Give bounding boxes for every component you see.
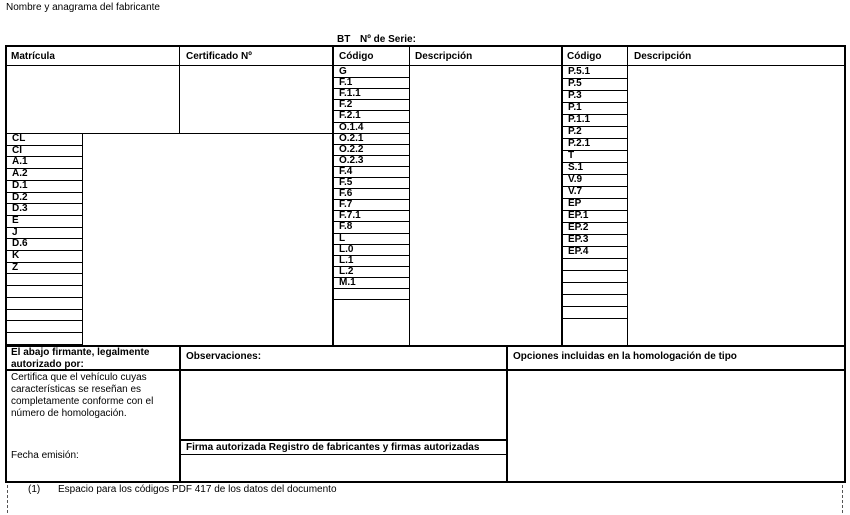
code-cell: F.6 [339, 188, 353, 200]
bt-label: BT [337, 34, 351, 45]
code-cell: P.1 [568, 102, 582, 113]
code-cell: F.4 [339, 165, 353, 177]
left-codes-top-line [5, 133, 333, 134]
code-cell: K [12, 250, 20, 261]
code-cell: F.8 [339, 221, 353, 233]
code-cell: M.1 [339, 276, 356, 288]
header-descripcion-2: Descripción [634, 51, 692, 62]
footnote-number: (1) [28, 484, 41, 495]
code-cell: P.2.1 [568, 138, 591, 149]
code-cell: G [339, 66, 347, 77]
row-line [562, 258, 628, 259]
code-cell: P.3 [568, 90, 582, 101]
code-cell: F.5 [339, 177, 353, 188]
serial-number-label: Nº de Serie: [360, 34, 416, 45]
code-cell: EP.3 [568, 234, 589, 245]
signer-title: El abajo firmante, legalmente autorizado por: [11, 347, 150, 370]
code-cell: P.1.1 [568, 114, 591, 125]
code-cell: A.1 [12, 156, 28, 168]
code-cell: P.5.1 [568, 66, 591, 77]
col-divider-descripcion1 [409, 45, 410, 347]
col-divider-certificado [179, 45, 180, 134]
signature-box-top [179, 439, 508, 441]
code-cell: V.7 [568, 186, 583, 197]
code-cell: T [568, 150, 575, 161]
code-cell: E [12, 214, 19, 226]
code-cell: F.2 [339, 99, 353, 111]
row-line [5, 320, 83, 321]
code-cell: L [339, 232, 346, 244]
row-line [5, 297, 83, 298]
code-cell: D.6 [12, 238, 28, 250]
header-codigo-1: Código [339, 51, 374, 62]
header-certificado: Certificado Nº [186, 51, 252, 62]
code-cell: P.5 [568, 78, 582, 89]
code-cell: L.1 [339, 254, 354, 266]
header-row-divider [5, 65, 846, 66]
code-cell: L.0 [339, 243, 354, 255]
signer-col-divider [179, 345, 181, 483]
issue-date-label: Fecha emisión: [11, 450, 79, 461]
codes-table [5, 45, 846, 347]
code-cell: O.1.4 [339, 121, 364, 133]
code-cell: F.2.1 [339, 110, 361, 122]
code-cell: F.7.1 [339, 210, 361, 222]
options-col-divider [506, 345, 508, 483]
code-cell: EP.2 [568, 222, 589, 233]
code-cell: V.9 [568, 174, 583, 185]
code-cell: J [12, 226, 18, 238]
observations-label: Observaciones: [186, 351, 262, 362]
code-cell: A.2 [12, 168, 28, 180]
row-line [562, 318, 628, 319]
code-cell: O.2.3 [339, 154, 364, 166]
code-cell: L.2 [339, 265, 354, 277]
code-cell: Z [12, 261, 19, 273]
col-divider-left-codes [82, 133, 83, 347]
row-line [562, 282, 628, 283]
header-codigo-2: Código [567, 51, 602, 62]
manufacturer-label: Nombre y anagrama del fabricante [6, 2, 160, 13]
code-cell: CL [12, 133, 26, 144]
type-approval-options-label: Opciones incluidas en la homologación de tipo [513, 351, 737, 362]
code-cell: O.2.1 [339, 132, 364, 144]
row-line [5, 309, 83, 310]
authorized-signature-label: Firma autorizada Registro de fabricantes y firmas autorizadas [186, 442, 480, 453]
code-cell: S.1 [568, 162, 584, 173]
code-cell: P.2 [568, 126, 582, 137]
footnote-text: Espacio para los códigos PDF 417 de los datos del documento [58, 484, 337, 495]
row-line [5, 285, 83, 286]
code-cell: EP.1 [568, 210, 589, 221]
row-line [5, 332, 83, 333]
row-line [333, 299, 410, 300]
code-cell: F.7 [339, 199, 353, 211]
pdf417-area-left-edge [7, 485, 8, 513]
code-cell: F.1 [339, 77, 353, 89]
signature-box-divider [179, 454, 508, 455]
certify-text: Certifica que el vehículo cuyas características se reseñan es completamente conforme con el número de homologación. [11, 372, 154, 419]
header-descripcion-1: Descripción [415, 51, 473, 62]
row-line [562, 270, 628, 271]
header-matricula: Matrícula [11, 51, 55, 62]
col-divider-codigo1 [332, 45, 334, 347]
code-cell: D.2 [12, 191, 28, 203]
code-cell: O.2.2 [339, 143, 364, 155]
code-cell: D.1 [12, 179, 28, 191]
pdf417-area-right-edge [842, 485, 843, 513]
row-line [562, 306, 628, 307]
code-cell: D.3 [12, 203, 28, 215]
code-cell: F.1.1 [339, 88, 361, 100]
code-cell: EP [568, 198, 582, 209]
code-cell: EP.4 [568, 246, 589, 257]
code-cell: CI [12, 144, 22, 156]
row-line [562, 294, 628, 295]
